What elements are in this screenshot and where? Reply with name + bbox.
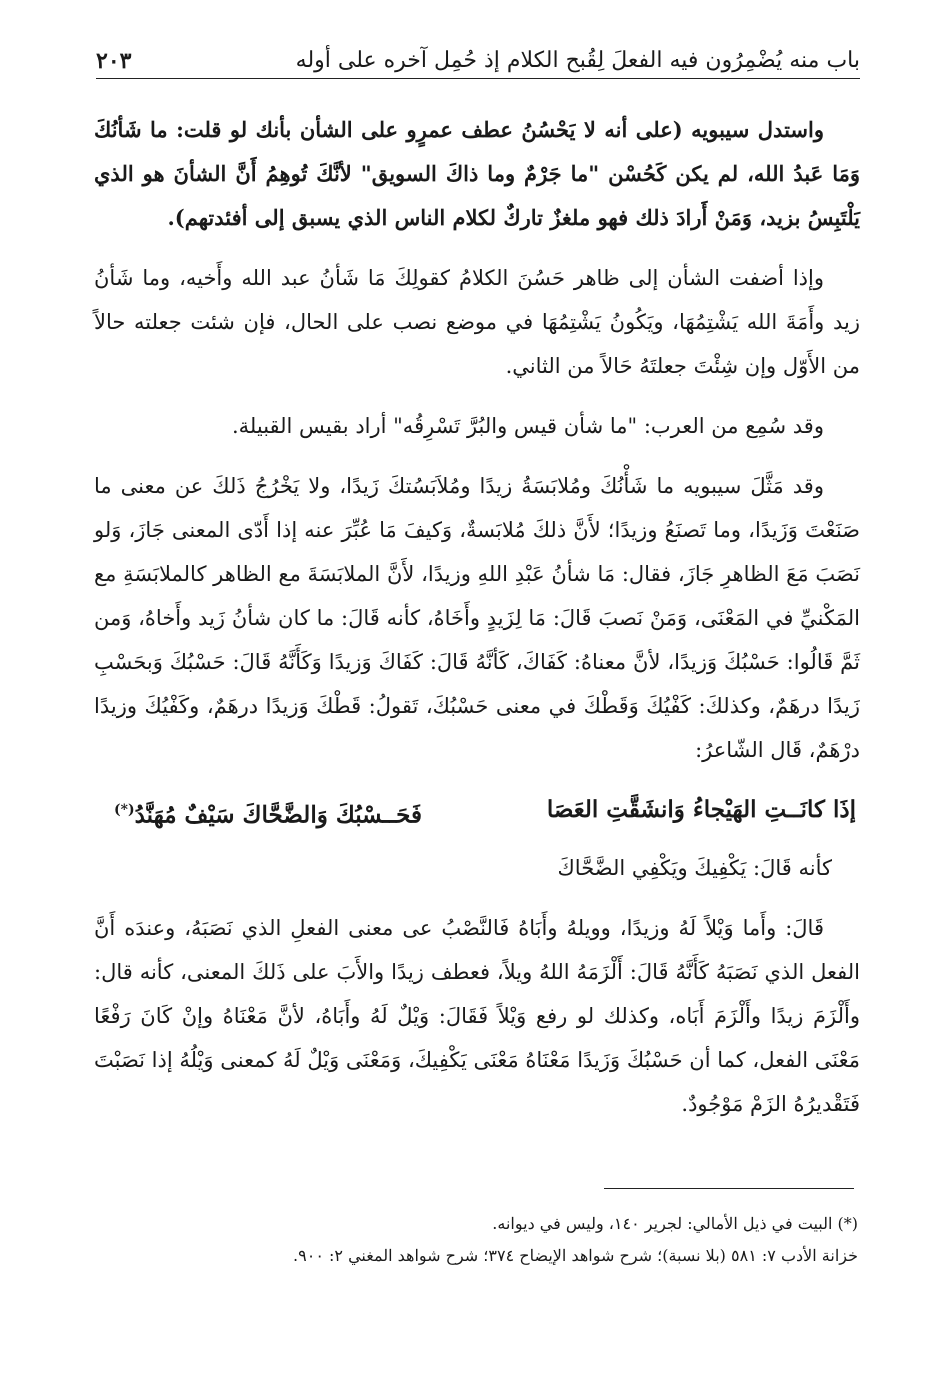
footnote-marker: (*) xyxy=(114,802,135,818)
chapter-title: باب منه يُضْمِرُون فيه الفعلَ لِقُبح الكلام إذ حُمِل آخره على أوله xyxy=(295,48,860,73)
paragraph-5: قَالَ: وأَما وَيْلاً لَهُ وزيدًا، وويلهُ وأَبَاهُ فَالنَّصْبُ عى معنى الفعلِ الذي نَصَبَهُ، وعندَه أَنَّ الفعل الذي نَصَبَهُ كَأَنَّهُ قَالَ: أَلْزَمَهُ اللهُ ويلاً، فعطف زيدًا والأَبَ على ذَلكَ المعنى، كأنه قال: وأَلْزَمَ زيدًا وأَلْزَمَ أَبَاه، وكذلك لو رفع وَيْلاً فَقَالَ: وَيْلٌ لَهُ وأَبَاهُ، لأنَّ مَعْنَاهُ وإنْ كَانَ رَفْعًا مَعْنَى الفعل، كما أن حَسْبُكَ وَزَيدًا مَعْنَاهُ مَعْنَى يَكْفِيكَ، وَمَعْنَى وَيْلٌ لَهُ كمعنى وَيْلُهُ إذا نَصَبْتَ فَتَقْديرُهُ الزَمْ مَوْجُودٌ. xyxy=(93,915,860,1116)
footnote-1: (*) البيت في ذيل الأمالي: لجرير ١٤٠، وليس في ديوانه. xyxy=(492,1214,858,1233)
paragraph-3: وقد سُمِع من العرب: "ما شأن قيس والبُرَّ تَسْرِقُه" أراد بقيس القبيلة. xyxy=(231,414,824,438)
footnotes xyxy=(94,1208,858,1272)
paragraph-2: وإذا أضفت الشأن إلى ظاهر حَسُنَ الكلامُ كقولِكَ مَا شَأنُ عبد الله وأَخيه، وما شَأنُ زيد وأَمَةَ الله يَشْتِمُهَا، ويَكُونُ يَشْتِمُهَا في موضع نصب على الحال، فإن شئت جعلته حالاً من الأَوّل وإن شِئْتَ جعلتَهُ حَالاً من الثاني. xyxy=(94,266,860,378)
main-text xyxy=(94,108,860,1142)
verse-second-hemistich-wrap xyxy=(114,788,422,838)
verse-second-hemistich: فَحَــسْبُكَ وَالضَّحَّاكَ سَيْفٌ مُهَنَّدُ xyxy=(134,801,422,829)
paragraph-4: وقد مَثَّلَ سيبويه ما شَأْنُكَ ومُلابَسَةُ زيدًا ومُلاَبَسُتكَ زَيدًا، ولا يَخْرُجُ ذَلكَ عن معنى ما صَنَعْتَ وَزَيدًا، وما تَصنَعُ وزيدًا؛ لأَنَّ ذلكَ مُلابَسةٌ، وَكيفَ مَا عُبِّرَ عنه إذا أَدّى المعنى جَازَ، وَلو نَصَبَ مَعَ الظاهرِ جَازَ، فقال: مَا شأنُ عَبْدِ اللهِ وزيدًا، لأَنَّ الملابَسَةَ مع الظاهر كالملابَسَةِ مع المَكْنيِّ في المَعْنَى، وَمَنْ نَصبَ قَالَ: مَا لِزَيدٍ وأَخَاهُ، كأنه قَالَ: ما كان شأنُ زَيد وأَخاهُ، وَمن ثَمَّ قَالُوا: حَسْبُكَ وَزيدًا، لأنَّ معناهُ: كَفَاكَ، كَأنَّهُ قَالَ: كَفَاكَ وَزيدًا وَكَأَنَّهُ قَالَ: حَسْبُكَ وَبحَسْبِ زَيدًا درهَمٌ، وكذلكَ: كَفْيُكَ وَقَطْكَ في معنى حَسْبُكَ، تَقولُ: قَطْكَ وَزيدًا درهَمٌ، وكَفْيُكَ وزيدًا درْهَمٌ، قَال الشّاعرُ: xyxy=(94,474,860,762)
running-header xyxy=(96,38,860,79)
paragraph-1: واستدل سيبويه (على أنه لا يَحْسُنُ عطف عمرٍو على الشأن بأنك لو قلت: ما شَأنُكَ وَمَا عَبدُ الله، لم يكن كَحُسْن "ما جَرْمٌ وما ذاكَ السويق" لأنَّكَ تُوهِمُ أَنَّ الشأنَ هو الذي يَلْتَبِسُ بزيد، وَمَنْ أَرادَ ذلك فهو ملغزٌ تاركٌ لكلام الناس الذي يسبق إلى أفئدتهم). xyxy=(94,117,860,230)
verse-explanation: كأنه قَالَ: يَكْفِيكَ ويَكْفِي الضَّحَّاكَ xyxy=(557,855,832,880)
verse-first-hemistich: إذَا كانَــتِ الهَيْجاءُ وَانشَقَّتِ العَصَا xyxy=(546,796,856,823)
footnote-separator xyxy=(604,1188,854,1189)
footnote-2: خزانة الأدب ٧: ٥٨١ (بلا نسبة)؛ شرح شواهد الإيضاح ٣٧٤؛ شرح شواهد المغني ٢: ٩٠٠. xyxy=(293,1246,858,1265)
poetry-verse xyxy=(94,788,860,838)
page-number: ٢٠٣ xyxy=(96,48,132,74)
